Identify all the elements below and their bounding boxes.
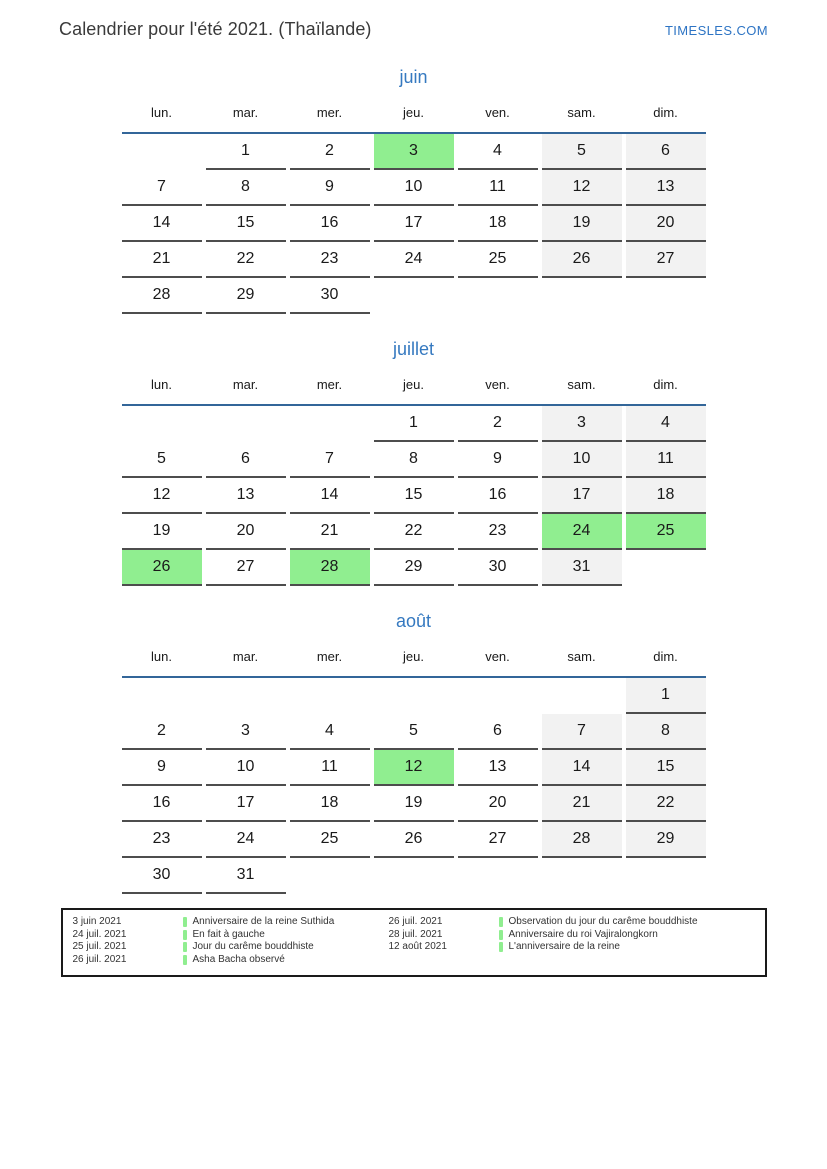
- day-cell: 2: [122, 714, 202, 750]
- week-row: [122, 134, 706, 170]
- legend-label: Anniversaire du roi Vajiralongkorn: [508, 928, 658, 940]
- page-header: [0, 0, 827, 40]
- week-row: [122, 822, 706, 858]
- week-row: [122, 478, 706, 514]
- day-cell: 11: [290, 750, 370, 786]
- weekday-label: sam.: [567, 105, 596, 120]
- day-cell: 29: [206, 278, 286, 314]
- day-cell: 17: [206, 786, 286, 822]
- empty-cell: [542, 678, 622, 714]
- week-row: [122, 714, 706, 750]
- day-cell: 26: [374, 822, 454, 858]
- holiday-marker-icon: [499, 917, 503, 927]
- weekday-label: ven.: [485, 377, 510, 392]
- day-cell: 26: [542, 242, 622, 278]
- weekday-header-row: [122, 646, 706, 668]
- week-row: [122, 550, 706, 586]
- day-cell: 6: [626, 134, 706, 170]
- day-cell: 7: [122, 170, 202, 206]
- day-cell: 8: [206, 170, 286, 206]
- legend-date: 26 juil. 2021: [388, 916, 443, 927]
- day-cell: 15: [626, 750, 706, 786]
- holiday-marker-icon: [183, 930, 187, 940]
- day-cell: 13: [626, 170, 706, 206]
- day-cell: 13: [458, 750, 538, 786]
- day-cell: 30: [290, 278, 370, 314]
- week-row: [122, 242, 706, 278]
- legend-date: 12 août 2021: [388, 941, 447, 952]
- empty-cell: [122, 134, 202, 170]
- empty-cell: [122, 678, 202, 714]
- week-row: [122, 442, 706, 478]
- week-row: [122, 858, 706, 894]
- day-cell: 6: [458, 714, 538, 750]
- holiday-marker-icon: [183, 942, 187, 952]
- day-cell: 24: [374, 242, 454, 278]
- day-cell: 13: [206, 478, 286, 514]
- day-cell: 23: [290, 242, 370, 278]
- week-row: [122, 514, 706, 550]
- day-cell: 21: [290, 514, 370, 550]
- day-cell: 5: [122, 442, 202, 478]
- weekday-label: mar.: [232, 377, 259, 392]
- day-cell: 28: [542, 822, 622, 858]
- day-cell: 24: [542, 514, 622, 550]
- day-cell: 23: [458, 514, 538, 550]
- weekday-label: jeu.: [403, 649, 424, 664]
- day-cell: 22: [206, 242, 286, 278]
- legend-label: Jour du carême bouddhiste: [192, 941, 314, 952]
- holiday-marker-icon: [183, 955, 187, 965]
- empty-cell: [374, 678, 454, 714]
- day-cell: 25: [626, 514, 706, 550]
- week-row: [122, 206, 706, 242]
- day-cell: 20: [206, 514, 286, 550]
- day-cell: 21: [122, 242, 202, 278]
- legend-label: Anniversaire de la reine Suthida: [192, 916, 335, 927]
- day-cell: 5: [542, 134, 622, 170]
- day-cell: 16: [290, 206, 370, 242]
- day-cell: 14: [122, 206, 202, 242]
- legend-label: En fait à gauche: [192, 928, 265, 940]
- day-cell: 8: [374, 442, 454, 478]
- day-cell: 26: [122, 550, 202, 586]
- day-cell: 11: [458, 170, 538, 206]
- week-row: [122, 750, 706, 786]
- weekday-label: mer.: [316, 649, 343, 664]
- legend-box: [61, 908, 767, 977]
- weekday-label: jeu.: [403, 377, 424, 392]
- month-aout: [122, 610, 706, 894]
- day-cell: 12: [542, 170, 622, 206]
- month-juin: [122, 66, 706, 314]
- legend-entry: [73, 929, 389, 942]
- brand-link[interactable]: TIMESLES.COM: [664, 23, 768, 38]
- weekday-label: lun.: [151, 377, 172, 392]
- day-cell: 19: [374, 786, 454, 822]
- day-cell: 2: [458, 406, 538, 442]
- day-cell: 22: [374, 514, 454, 550]
- day-cell: 6: [206, 442, 286, 478]
- legend-date: 3 juin 2021: [72, 916, 122, 927]
- day-cell: 28: [122, 278, 202, 314]
- months-container: [0, 66, 827, 894]
- day-cell: 15: [206, 206, 286, 242]
- holiday-marker-icon: [499, 930, 503, 940]
- day-cell: 19: [542, 206, 622, 242]
- day-cell: 25: [290, 822, 370, 858]
- legend-entry: [389, 941, 755, 954]
- day-cell: 19: [122, 514, 202, 550]
- empty-cell: [626, 550, 706, 586]
- day-cell: 27: [206, 550, 286, 586]
- day-cell: 11: [626, 442, 706, 478]
- day-cell: 1: [374, 406, 454, 442]
- empty-cell: [206, 678, 286, 714]
- day-cell: 27: [626, 242, 706, 278]
- legend-entry: [389, 929, 755, 942]
- day-cell: 23: [122, 822, 202, 858]
- day-cell: 12: [122, 478, 202, 514]
- week-row: [122, 170, 706, 206]
- weekday-label: lun.: [151, 649, 172, 664]
- day-cell: 20: [626, 206, 706, 242]
- week-row: [122, 786, 706, 822]
- day-cell: 1: [626, 678, 706, 714]
- day-cell: 24: [206, 822, 286, 858]
- legend-label: Observation du jour du carême bouddhiste: [508, 916, 698, 927]
- day-cell: 14: [290, 478, 370, 514]
- empty-cell: [458, 278, 538, 314]
- day-cell: 25: [458, 242, 538, 278]
- day-cell: 4: [290, 714, 370, 750]
- day-cell: 17: [374, 206, 454, 242]
- empty-cell: [290, 858, 370, 894]
- day-cell: 18: [458, 206, 538, 242]
- empty-cell: [290, 406, 370, 442]
- day-cell: 18: [626, 478, 706, 514]
- day-cell: 9: [122, 750, 202, 786]
- weekday-label: mar.: [232, 105, 259, 120]
- day-cell: 3: [206, 714, 286, 750]
- legend-column: [389, 916, 755, 966]
- day-cell: 27: [458, 822, 538, 858]
- day-cell: 4: [458, 134, 538, 170]
- day-cell: 7: [542, 714, 622, 750]
- month-title: juin: [399, 67, 428, 87]
- day-cell: 10: [206, 750, 286, 786]
- legend-column: [73, 916, 389, 966]
- week-row: [122, 406, 706, 442]
- day-cell: 3: [374, 134, 454, 170]
- empty-cell: [626, 278, 706, 314]
- empty-cell: [374, 858, 454, 894]
- empty-cell: [542, 858, 622, 894]
- day-cell: 18: [290, 786, 370, 822]
- day-cell: 14: [542, 750, 622, 786]
- day-cell: 12: [374, 750, 454, 786]
- day-cell: 30: [122, 858, 202, 894]
- day-cell: 29: [374, 550, 454, 586]
- legend-entry: [73, 954, 389, 967]
- day-cell: 31: [206, 858, 286, 894]
- empty-cell: [206, 406, 286, 442]
- day-cell: 2: [290, 134, 370, 170]
- day-cell: 8: [626, 714, 706, 750]
- legend-date: 26 juil. 2021: [72, 953, 127, 965]
- legend-entry: [389, 916, 755, 929]
- month-title: juillet: [392, 339, 435, 359]
- empty-cell: [626, 858, 706, 894]
- empty-cell: [374, 278, 454, 314]
- week-row: [122, 678, 706, 714]
- week-row: [122, 278, 706, 314]
- month-juillet: [122, 338, 706, 586]
- month-title: août: [395, 611, 432, 631]
- weekday-label: mar.: [232, 649, 259, 664]
- day-cell: 21: [542, 786, 622, 822]
- weekday-label: sam.: [567, 649, 596, 664]
- empty-cell: [122, 406, 202, 442]
- weekday-label: ven.: [485, 105, 510, 120]
- day-cell: 16: [458, 478, 538, 514]
- legend-entry: [73, 916, 389, 929]
- weekday-header-row: [122, 102, 706, 124]
- legend-entry: [73, 941, 389, 954]
- day-cell: 29: [626, 822, 706, 858]
- empty-cell: [542, 278, 622, 314]
- day-cell: 30: [458, 550, 538, 586]
- empty-cell: [458, 678, 538, 714]
- day-cell: 5: [374, 714, 454, 750]
- weekday-label: mer.: [316, 377, 343, 392]
- day-cell: 4: [626, 406, 706, 442]
- holiday-marker-icon: [183, 917, 187, 927]
- weekday-label: lun.: [151, 105, 172, 120]
- weekday-label: ven.: [485, 649, 510, 664]
- page-title: Calendrier pour l'été 2021. (Thaïlande): [59, 19, 372, 39]
- day-cell: 16: [122, 786, 202, 822]
- day-cell: 22: [626, 786, 706, 822]
- weekday-label: dim.: [653, 377, 678, 392]
- weekday-header-row: [122, 374, 706, 396]
- day-cell: 10: [374, 170, 454, 206]
- day-cell: 28: [290, 550, 370, 586]
- weekday-label: mer.: [316, 105, 343, 120]
- day-cell: 17: [542, 478, 622, 514]
- legend-date: 24 juil. 2021: [72, 928, 127, 940]
- day-cell: 10: [542, 442, 622, 478]
- day-cell: 20: [458, 786, 538, 822]
- weekday-label: sam.: [567, 377, 596, 392]
- legend-date: 25 juil. 2021: [72, 941, 127, 952]
- weekday-label: dim.: [653, 649, 678, 664]
- legend-label: Asha Bacha observé: [192, 953, 285, 965]
- legend-date: 28 juil. 2021: [388, 928, 443, 940]
- holiday-marker-icon: [499, 942, 503, 952]
- day-cell: 1: [206, 134, 286, 170]
- day-cell: 9: [290, 170, 370, 206]
- day-cell: 7: [290, 442, 370, 478]
- empty-cell: [458, 858, 538, 894]
- day-cell: 15: [374, 478, 454, 514]
- weekday-label: dim.: [653, 105, 678, 120]
- day-cell: 9: [458, 442, 538, 478]
- legend-label: L'anniversaire de la reine: [508, 941, 620, 952]
- empty-cell: [290, 678, 370, 714]
- day-cell: 3: [542, 406, 622, 442]
- day-cell: 31: [542, 550, 622, 586]
- weekday-label: jeu.: [403, 105, 424, 120]
